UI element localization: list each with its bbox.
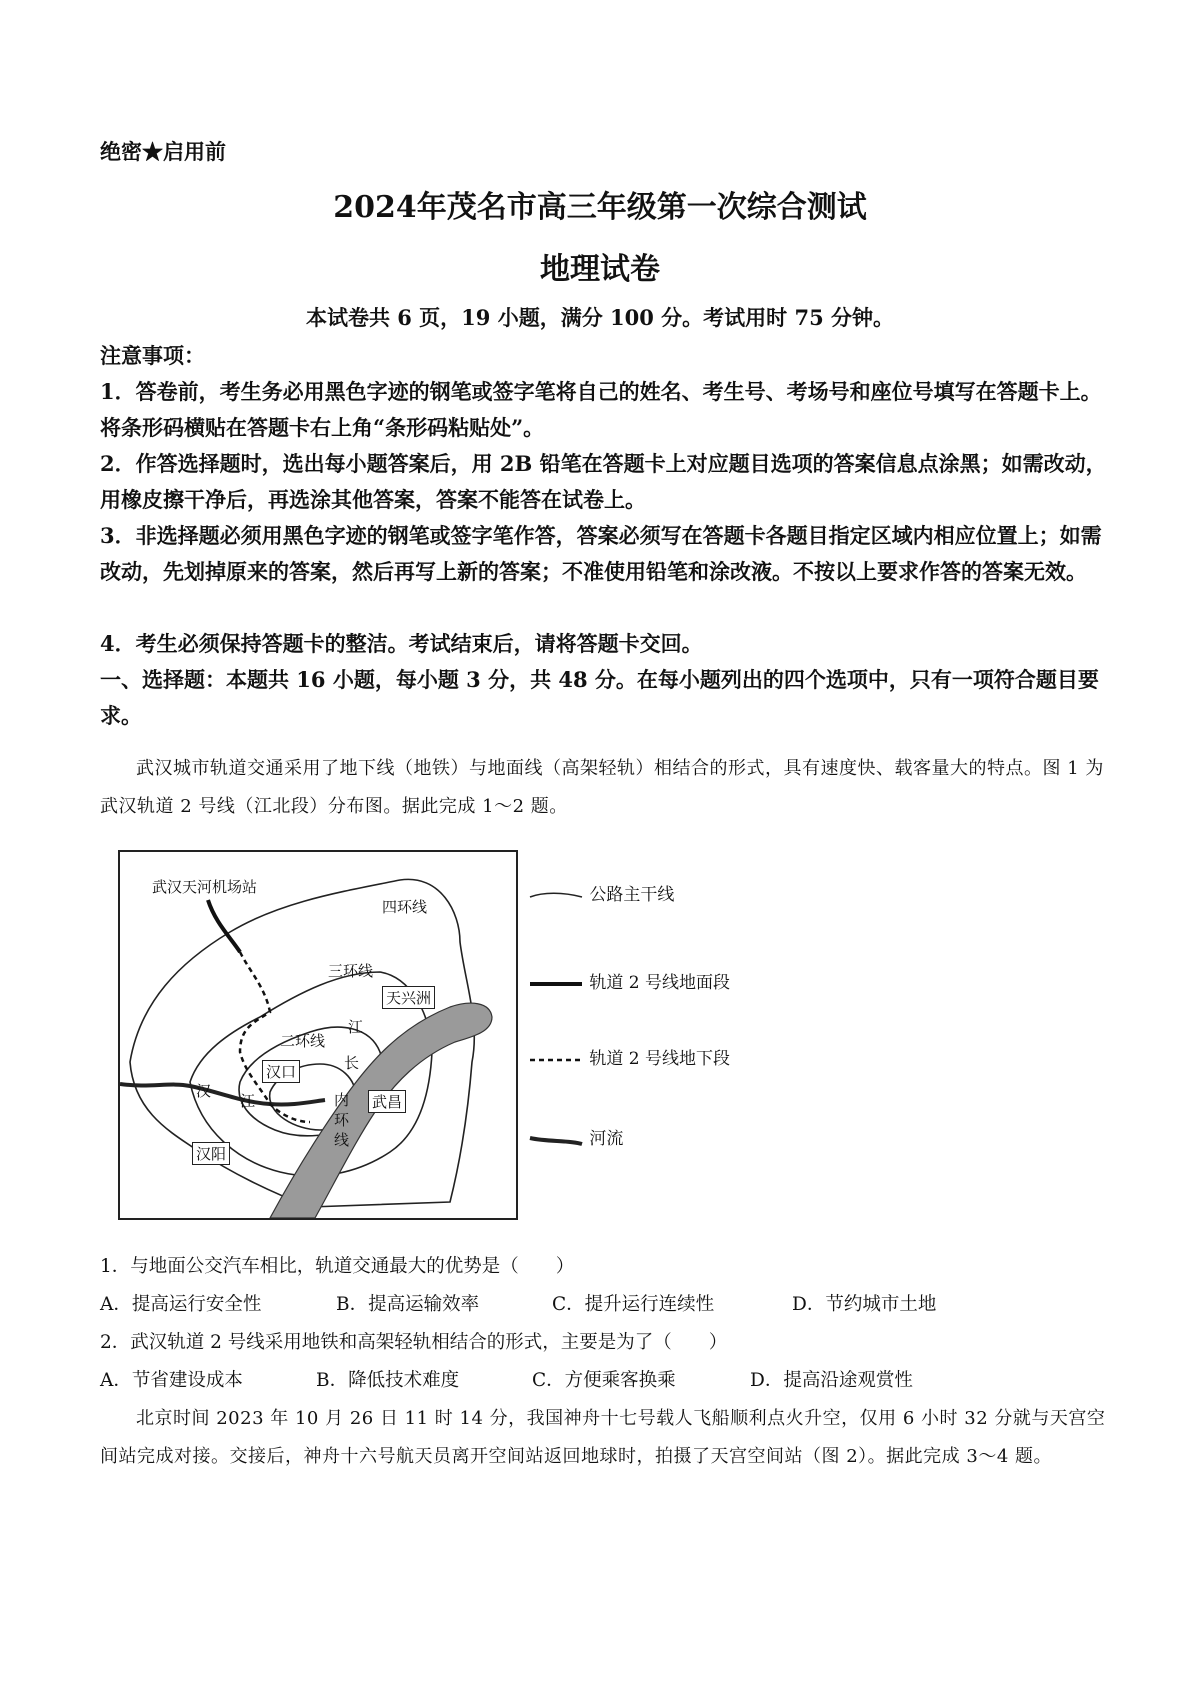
legend-road <box>528 880 674 905</box>
q1-option-a: A．提高运行安全性 <box>100 1294 262 1315</box>
label-inner-ring: 内环线 <box>334 1091 350 1149</box>
notice-heading: 注意事项： <box>100 343 205 368</box>
q2-option-d: D．提高沿途观赏性 <box>750 1370 913 1391</box>
ground-line-icon <box>528 976 584 992</box>
question-1-stem: 1．与地面公交汽车相比，轨道交通最大的优势是（ ） <box>100 1256 575 1277</box>
question-2-options <box>100 1366 1100 1394</box>
legend-ground-label: 轨道 2 号线地面段 <box>589 973 731 993</box>
q2-option-c: C．方便乘客换乘 <box>532 1370 676 1391</box>
label-tianxingzhou: 天兴洲 <box>382 986 435 1009</box>
exam-summary: 本试卷共 6 页，19 小题，满分 100 分。考试用时 75 分钟。 <box>305 305 895 330</box>
passage-2: 北京时间 2023 年 10 月 26 日 11 时 14 分，我国神舟十七号载人飞船顺利点火升空，仅用 6 小时 32 分就与天宫空间站完成对接。交接后，神舟十六号航天员离开空间站返回地球时，拍摄了天宫空间站（图 2）。据此完成 3～4 题。 <box>100 1408 1106 1467</box>
q1-option-b: B．提高运输效率 <box>336 1294 480 1315</box>
label-ring3: 三环线 <box>328 962 374 980</box>
question-1-options <box>100 1290 1100 1318</box>
q2-option-a: A．节省建设成本 <box>100 1370 243 1391</box>
notice-item-1: 1．答卷前，考生务必用黑色字迹的钢笔或签字笔将自己的姓名、考生号、考场号和座位号填写在答题卡上。将条形码横贴在答题卡右上角“条形码粘贴处”。 <box>100 379 1102 440</box>
label-ring4: 四环线 <box>382 898 428 916</box>
exam-title: 2024年茂名市高三年级第一次综合测试 <box>333 190 867 225</box>
legend-ground <box>528 968 730 993</box>
question-2-stem: 2．武汉轨道 2 号线采用地铁和高架轻轨相结合的形式，主要是为了（ ） <box>100 1332 728 1353</box>
legend-underground-label: 轨道 2 号线地下段 <box>589 1049 731 1069</box>
label-hankou: 汉口 <box>262 1060 300 1083</box>
label-yangtze-1: 长 <box>344 1054 360 1072</box>
notice-item-4: 4．考生必须保持答题卡的整洁。考试结束后，请将答题卡交回。 <box>100 631 703 656</box>
legend-road-label: 公路主干线 <box>589 885 675 905</box>
q2-option-b: B．降低技术难度 <box>316 1370 460 1391</box>
road-line-icon <box>528 888 584 904</box>
exam-subject: 地理试卷 <box>540 252 660 287</box>
q1-option-d: D．节约城市土地 <box>792 1294 937 1315</box>
han-river <box>120 1084 325 1105</box>
metro-ground-section <box>208 900 240 952</box>
notice-item-3: 3．非选择题必须用黑色字迹的钢笔或签字笔作答，答案必须写在答题卡各题目指定区域内相应位置上；如需改动，先划掉原来的答案，然后再写上新的答案；不准使用铅笔和涂改液。不按以上要求作答的答案无效。 <box>100 523 1102 584</box>
label-ring2: 二环线 <box>280 1032 326 1050</box>
notice-item-2: 2．作答选择题时，选出每小题答案后，用 2B 铅笔在答题卡上对应题目选项的答案信息点涂黑；如需改动，用橡皮擦干净后，再选涂其他答案，答案不能答在试卷上。 <box>100 451 1107 512</box>
label-yangtze-2: 江 <box>348 1018 364 1036</box>
legend-river <box>528 1124 623 1149</box>
label-han-river-2: 江 <box>240 1092 256 1110</box>
figure-1-legend <box>528 880 768 1200</box>
underground-line-icon <box>528 1052 584 1068</box>
label-hanyang: 汉阳 <box>192 1142 230 1165</box>
label-airport: 武汉天河机场站 <box>152 878 258 896</box>
legend-underground <box>528 1044 730 1069</box>
label-wuchang: 武昌 <box>368 1090 406 1113</box>
river-line-icon <box>528 1132 584 1148</box>
figure-1-map <box>118 850 518 1220</box>
label-han-river-1: 汉 <box>196 1082 212 1100</box>
q1-option-c: C．提升运行连续性 <box>552 1294 715 1315</box>
legend-river-label: 河流 <box>589 1129 624 1149</box>
secret-label: 绝密★启用前 <box>100 139 226 164</box>
passage-1: 武汉城市轨道交通采用了地下线（地铁）与地面线（高架轻轨）相结合的形式，具有速度快、载客量大的特点。图 1 为武汉轨道 2 号线（江北段）分布图。据此完成 1～2 题。 <box>100 758 1104 817</box>
section-heading: 一、选择题：本题共 16 小题，每小题 3 分，共 48 分。在每小题列出的四个选项中，只有一项符合题目要求。 <box>100 667 1099 728</box>
